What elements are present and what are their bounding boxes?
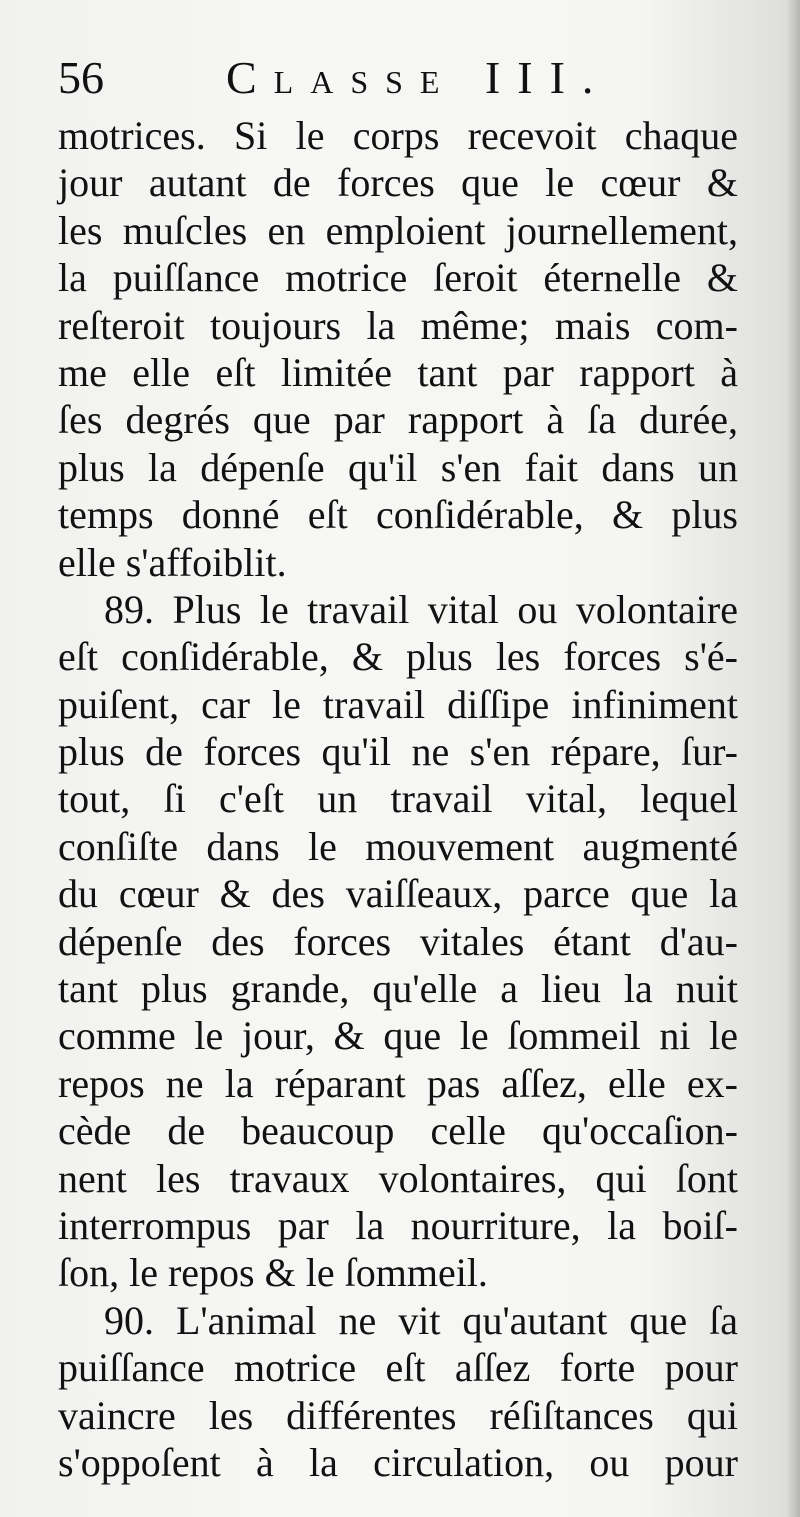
page-header: [58, 48, 758, 108]
text-line: puiſſance motrice eſt aſſez forte pour: [58, 1345, 738, 1391]
page-number: 56: [58, 52, 104, 103]
text-line: ſes degrés que par rapport à ſa durée,: [58, 397, 738, 443]
text-line: interrompus par la nourriture, la boiſ-: [58, 1202, 738, 1248]
text-line: plus la dépenſe qu'il s'en fait dans un: [58, 444, 738, 490]
text-line: elle s'affoiblit.: [58, 539, 287, 585]
text-line: comme le jour, & que le ſommeil ni le: [58, 1013, 738, 1059]
text-line: s'oppoſent à la circulation, ou pour: [58, 1439, 738, 1485]
text-line: motrices. Si le corps recevoit chaque: [58, 113, 738, 158]
text-line: nent les travaux volontaires, qui ſont: [58, 1155, 738, 1201]
text-line: plus de forces qu'il ne s'en répare, ſur-: [58, 729, 738, 775]
text-line: conſiſte dans le mouvement augmenté: [58, 823, 738, 869]
text-line: me elle eſt limitée tant par rapport à: [58, 349, 738, 395]
text-line: temps donné eſt conſidérable, & plus: [58, 492, 738, 538]
text-line: la puiſſance motrice ſeroit éternelle &: [58, 255, 738, 301]
text-line: tant plus grande, qu'elle a lieu la nuit: [58, 966, 738, 1012]
text-line: du cœur & des vaiſſeaux, parce que la: [58, 871, 738, 917]
text-line: cède de beaucoup celle qu'occaſion-: [58, 1108, 738, 1154]
text-line: les muſcles en emploient journellement,: [58, 207, 738, 253]
paragraph-90-start: 90. L'animal ne vit qu'autant que ſa: [104, 1297, 738, 1343]
running-head: Classe III.: [226, 52, 611, 103]
text-line: eſt conſidérable, & plus les forces s'é-: [58, 634, 738, 680]
text-line: puiſent, car le travail diſſipe infiniment: [58, 681, 738, 727]
text-line: vaincre les différentes réſiſtances qui: [58, 1392, 738, 1438]
text-line: repos ne la réparant pas aſſez, elle ex-: [58, 1060, 738, 1106]
paragraph-89-start: 89. Plus le travail vital ou volontaire: [104, 586, 738, 632]
page-edge-shadow: [786, 0, 800, 1517]
text-line: jour autant de forces que le cœur &: [58, 160, 738, 206]
text-line: ſon, le repos & le ſommeil.: [58, 1250, 488, 1296]
body-text: [58, 112, 738, 1486]
text-line: dépenſe des forces vitales étant d'au-: [58, 918, 738, 964]
text-line: tout, ſi c'eſt un travail vital, lequel: [58, 776, 738, 822]
text-line: reſteroit toujours la même; mais com-: [58, 302, 738, 348]
